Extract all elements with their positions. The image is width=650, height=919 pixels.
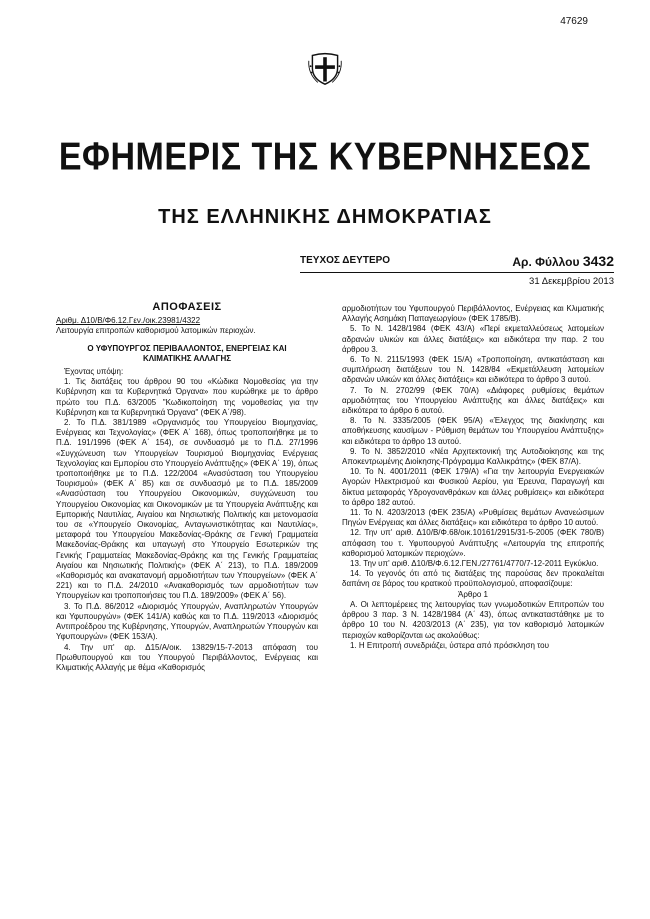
issue-date: 31 Δεκεμβρίου 2013 xyxy=(300,272,614,287)
paragraph: 8. Το Ν. 3335/2005 (ΦΕΚ 95/Α) «Έλεγχος της διακίνησης και αποθήκευσης καυσίμων - Ρύθμιση θεμάτων του Υπουργείου Ανάπτυξης» και ειδικότερα το άρθρο 13 αυτού. xyxy=(342,416,604,446)
intro-text: Έχοντας υπόψη: xyxy=(64,367,124,377)
paragraph: 3. Το Π.Δ. 86/2012 «Διορισμός Υπουργών, Αναπληρωτών Υπουργών και Υφυπουργών» (ΦΕΚ 141/Α) καθώς και το Π.Δ. 119/2013 «Διορισμός Αντιπροέδρου της Κυβέρνησης, Υπουργών, Αναπληρωτών Υπουργών και Υφυπουργών» (ΦΕΚ 153/Α). xyxy=(56,601,318,642)
authority-heading: Ο ΥΦΥΠΟΥΡΓΟΣ ΠΕΡΙΒΑΛΛΟΝΤΟΣ, ΕΝΕΡΓΕΙΑΣ ΚΑΙ ΚΛΙΜΑΤΙΚΗΣ ΑΛΛΑΓΗΣ xyxy=(87,343,287,363)
paragraph: 7. Το Ν. 2702/99 (ΦΕΚ 70/Α) «Διάφορες ρυθμίσεις θεμάτων αρμοδιότητας του Υπουργείου Ανάπτυξης και άλλες διατάξεις» και ειδικότερα το άρθρο 6 αυτού. xyxy=(342,385,604,416)
paragraph: 9. Το Ν. 3852/2010 «Νέα Αρχιτεκτονική της Αυτοδιοίκησης και της Αποκεντρωμένης Διοίκησης-Πρόγραμμα Καλλικράτης» (ΦΕΚ 87/Α). xyxy=(342,446,604,467)
gazette-subtitle: ΤΗΣ ΕΛΛΗΝΙΚΗΣ ΔΗΜΟΚΡΑΤΙΑΣ xyxy=(158,206,492,228)
right-column xyxy=(342,304,604,651)
page-number: 47629 xyxy=(560,16,588,27)
paragraph: 12. Την υπ' αριθ. Δ10/Β/Φ.68/οικ.10161/2915/31-5-2005 (ΦΕΚ 780/Β) απόφαση του τ. Υφυπουργού Ανάπτυξης «Λειτουργία της επιτροπής καθορισμού λατομικών περιοχών». xyxy=(342,528,604,558)
left-column xyxy=(56,302,318,673)
section-title: ΑΠΟΦΑΣΕΙΣ xyxy=(152,301,222,313)
decision-subject: Λειτουργία επιτροπών καθορισμού λατομικών περιοχών. xyxy=(56,326,256,336)
paragraph: αρμοδιοτήτων του Υφυπουργού Περιβάλλοντος, Ενέργειας και Κλιματικής Αλλαγής Ασημάκη Παπαγεωργίου» (ΦΕΚ 1785/Β). xyxy=(342,304,604,324)
paragraph: 5. Το Ν. 1428/1984 (ΦΕΚ 43/Α) «Περί εκμεταλλεύσεως λατομείων αδρανών υλικών και άλλες διατάξεις» και ειδικότερα την παρ. 2 του άρθρου 3. xyxy=(342,324,604,354)
paragraph: 4. Την υπ' αρ. Δ15/Α/οικ. 13829/15-7-2013 απόφαση του Πρωθυπουργού και του Υπουργού Περιβάλλοντος, Ενέργειας και Κλιματικής Αλλαγής με θέμα «Καθορισμός xyxy=(56,642,318,672)
paragraph: 10. Το Ν. 4001/2011 (ΦΕΚ 179/Α) «Για την λειτουργία Ενεργειακών Αγορών Ηλεκτρισμού και Φυσικού Αερίου, για Έρευνα, Παραγωγή και δίκτυα μεταφοράς Υδρογονανθράκων και άλλες ρυθμίσεις» και ειδικότερα το άρθρο 182 αυτού. xyxy=(342,467,604,507)
paragraph: 1. Τις διατάξεις του άρθρου 90 του «Κώδικα Νομοθεσίας για την Κυβέρνηση και τα Κυβερνητικά Όργανα» που κυρώθηκε με το άρθρο πρώτο του Π.Δ. 63/2005 "Κωδικοποίηση της νομοθεσίας για την Κυβέρνηση και τα Κυβερνητικά Όργανα" (ΦΕΚ Α΄/98). xyxy=(56,377,318,417)
article-title: Άρθρο 1 xyxy=(457,589,488,599)
paragraph: 6. Το Ν. 2115/1993 (ΦΕΚ 15/Α) «Τροποποίηση, αντικατάσταση και συμπλήρωση διατάξεων του Ν. 1428/84 «Εκμετάλλευση λατομείων αδρανών υλικών και άλλες διατάξεις» και ειδικότερα το άρθρο 3 αυτού. xyxy=(342,355,604,385)
paragraph: Α. Οι λεπτομέρειες της λειτουργίας των γνωμοδοτικών Επιτροπών του άρθρου 3 παρ. 3 Ν. 1428/1984 (Α΄ 43), όπως αντικαταστάθηκε με το άρθρο 10 του Ν. 4203/2013 (Α΄ 235), για τον καθορισμό λατομικών περιοχών καθορίζονται ως ακολούθως: xyxy=(342,599,604,640)
issue-number-block xyxy=(512,253,614,269)
paragraph: 2. Το Π.Δ. 381/1989 «Οργανισμός του Υπουργείου Βιομηχανίας, Ενέργειας και Τεχνολογίας» (ΦΕΚ Α΄ 168), όπως τροποποιήθηκε με το Π.Δ. 191/1996 (ΦΕΚ Α΄ 154), σε συνδυασμό με το Π.Δ. 27/1996 «Συγχώνευση των Υπουργείων Τουρισμού Βιομηχανίας Ενέργειας Τεχνολογίας και Εμπορίου στο Υπουργείο Ανάπτυξης» (ΦΕΚ Α΄ 19), όπως τροποποιήθηκε με το Π.Δ. 122/2004 «Ανασύσταση του Υπουργείου Τουρισμού» (ΦΕΚ Α΄ 85) και σε συνδυασμό με το Π.Δ. 185/2009 «Ανασύσταση του Υπουργείου Οικονομικών, συγχώνευση του Υπουργείου Οικονομίας και Οικονομικών με τα Υπουργεία Ανάπτυξης και Εμπορικής Ναυτιλίας, Αιγαίου και Νησιωτικής Πολιτικής και μετονομασία του σε «Υπουργείο Οικονομίας, Ανταγωνιστικότητας και Ναυτιλίας», μεταφορά του Υπουργείου Μακεδονίας-Θράκης σε Γενική Γραμματεία Μακεδονίας-Θράκης και υπαγωγή στο Υπουργείο Εσωτερικών της Γενικής Γραμματείας Μακεδονίας-Θράκης και της Γενικής Γραμματείας Αιγαίου και Νησιωτικής Πολιτικής» (ΦΕΚ Α΄ 213), το Π.Δ. 189/2009 «Καθορισμός και ανακατανομή αρμοδιοτήτων των Υπουργείων» (ΦΕΚ Α΄ 221) και το Π.Δ. 24/2010 «Ανακαθορισμός των αρμοδιοτήτων των Υπουργείων και τροποποιήσεις του Π.Δ. 189/2009» (ΦΕΚ Α΄ 56). xyxy=(56,418,318,601)
paragraph: 1. Η Επιτροπή συνεδριάζει, ύστερα από πρόσκληση του xyxy=(350,640,550,650)
paragraph: 13. Την υπ' αριθ. Δ10/Β/Φ.6.12.ΓΕΝ./27761/4770/7-12-2011 Εγκύκλιο. xyxy=(350,559,599,569)
issue-number: 3432 xyxy=(582,253,614,269)
issue-series: ΤΕΥΧΟΣ ΔΕΥΤΕΡΟ xyxy=(300,255,391,266)
decision-reference: Αριθμ. Δ10/Β/Φ6.12.Γεν./οικ.23981/4322 xyxy=(56,316,201,326)
gazette-title: ΕΦΗΜΕΡΙΣ ΤΗΣ ΚΥΒΕΡΝΗΣΕΩΣ xyxy=(58,135,592,179)
paragraph: 11. Το Ν. 4203/2013 (ΦΕΚ 235/Α) «Ρυθμίσεις θεμάτων Ανανεώσιμων Πηγών Ενέργειας και άλλες διατάξεις» και ειδικότερα το άρθρο 10 αυτού. xyxy=(342,508,604,528)
paragraph: 14. Το γεγονός ότι από τις διατάξεις της παρούσας δεν προκαλείται δαπάνη σε βάρος του κρατικού προϋπολογισμού, αποφασίζουμε: xyxy=(342,569,604,589)
greek-coat-of-arms-icon xyxy=(307,50,343,86)
issue-label: Αρ. Φύλλου xyxy=(512,255,580,269)
